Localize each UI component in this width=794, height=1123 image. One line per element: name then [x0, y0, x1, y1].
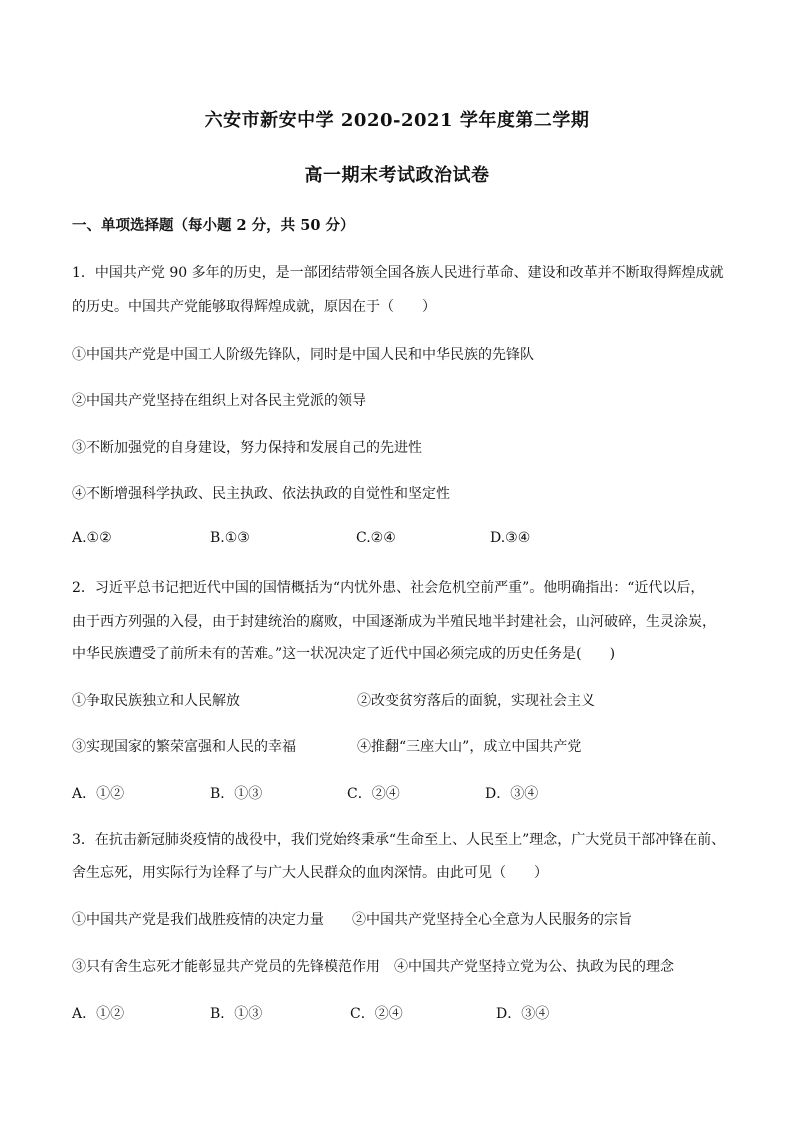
q2-stem-line-2: 由于西方列强的入侵，由于封建统治的腐败，中国逐渐成为半殖民地半封建社会，山河破碎，生灵涂炭， [72, 614, 716, 630]
q1-statement-1: ①中国共产党是中国工人阶级先锋队，同时是中国人民和中华民族的先锋队 [72, 347, 534, 363]
q1-statement-3: ③不断加强党的自身建设，努力保持和发展自己的先进性 [72, 440, 422, 456]
q3-option-a: A．①② [72, 1006, 125, 1022]
q3-stem-line-1: 3．在抗击新冠肺炎疫情的战役中，我们党始终秉承“生命至上、人民至上”理念，广大党员干部冲锋在前、 [72, 832, 726, 848]
q1-option-c: C.②④ [356, 530, 396, 546]
q2-statement-1: ①争取民族独立和人民解放 [72, 693, 240, 709]
q2-statement-2: ②改变贫穷落后的面貌，实现社会主义 [357, 693, 595, 709]
q2-statement-3: ③实现国家的繁荣富强和人民的幸福 [72, 739, 296, 755]
q2-statement-4: ④推翻“三座大山”，成立中国共产党 [357, 739, 582, 755]
section-heading: 一、单项选择题（每小题 2 分，共 50 分） [72, 217, 355, 234]
q3-option-b: B．①③ [210, 1006, 263, 1022]
q3-option-c: C．②④ [350, 1006, 403, 1022]
q2-option-a: A．①② [72, 786, 125, 802]
q1-option-d: D.③④ [490, 530, 531, 546]
q1-statement-4: ④不断增强科学执政、民主执政、依法执政的自觉性和坚定性 [72, 486, 450, 502]
q1-stem-line-2: 的历史。中国共产党能够取得辉煌成就，原因在于（ ） [72, 299, 436, 315]
q3-statement-4: ④中国共产党坚持立党为公、执政为民的理念 [394, 959, 674, 975]
page-subtitle: 高一期末考试政治试卷 [304, 165, 490, 186]
q2-option-b: B．①③ [210, 786, 263, 802]
q1-option-b: B.①③ [210, 530, 250, 546]
q2-stem-line-3: 中华民族遭受了前所未有的苦难。”这一状况决定了近代中国必须完成的历史任务是( ) [72, 646, 616, 662]
q3-statement-3: ③只有舍生忘死才能彰显共产党员的先锋模范作用 [72, 959, 380, 975]
q3-stem-line-2: 舍生忘死，用实际行为诠释了与广大人民群众的血肉深情。由此可见（ ） [72, 865, 548, 881]
q3-option-d: D．③④ [496, 1006, 550, 1022]
q1-option-a: A.①② [72, 530, 112, 546]
q3-statement-2: ②中国共产党坚持全心全意为人民服务的宗旨 [352, 912, 632, 928]
q2-option-d: D．③④ [485, 786, 539, 802]
q2-stem-line-1: 2．习近平总书记把近代中国的国情概括为“内忧外患、社会危机空前严重”。他明确指出：“近代以后， [72, 580, 705, 596]
q1-stem-line-1: 1．中国共产党 90 多年的历史，是一部团结带领全国各族人民进行革命、建设和改革并不断取得辉煌成就 [72, 265, 724, 281]
q3-statement-1: ①中国共产党是我们战胜疫情的决定力量 [72, 912, 324, 928]
page-title: 六安市新安中学 2020-2021 学年度第二学期 [204, 110, 590, 131]
q1-statement-2: ②中国共产党坚持在组织上对各民主党派的领导 [72, 393, 366, 409]
q2-option-c: C．②④ [347, 786, 400, 802]
